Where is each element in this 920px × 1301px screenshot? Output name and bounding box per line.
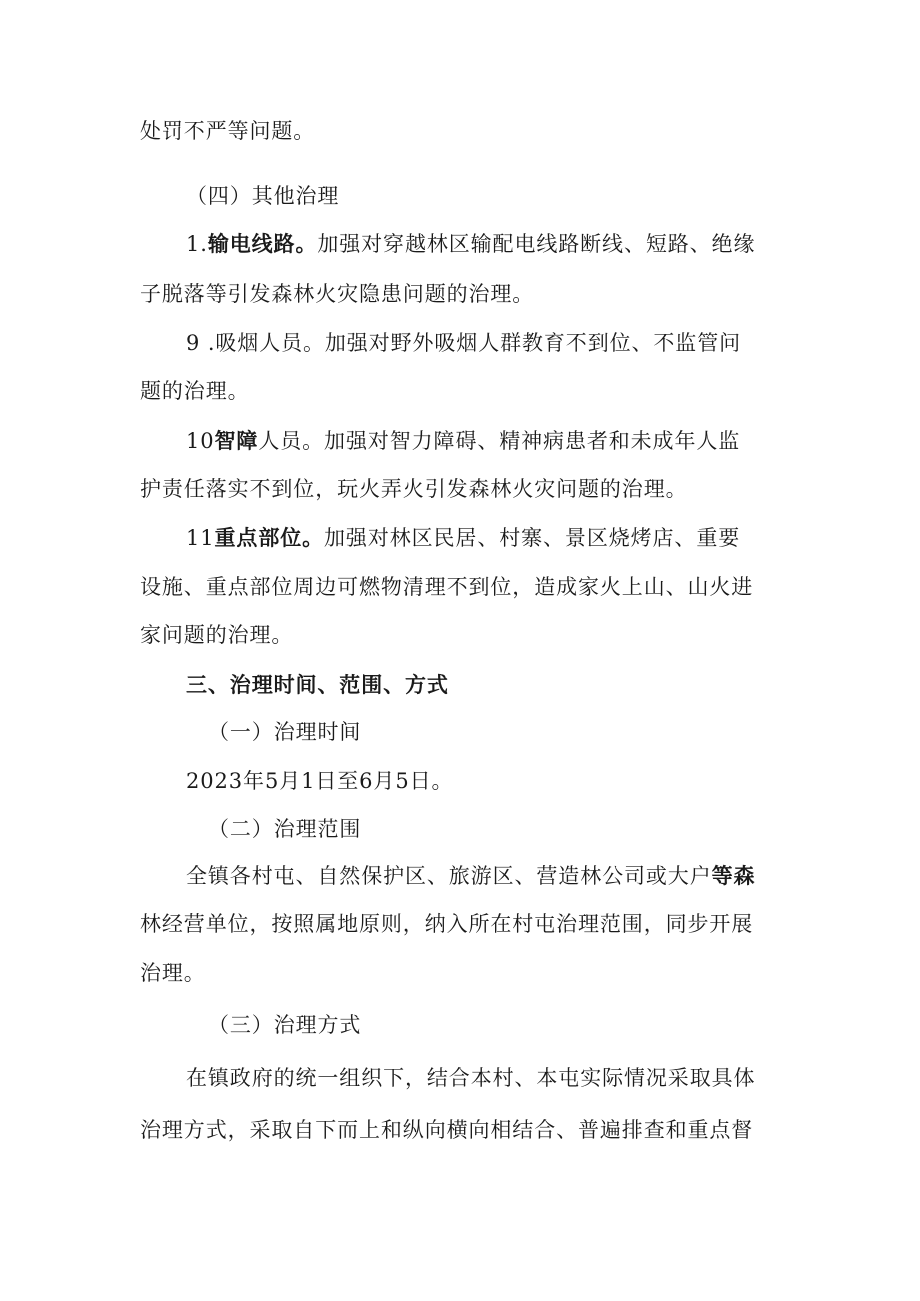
text-line: 子脱落等引发森林火灾隐患问题的治理。: [140, 282, 535, 306]
text-line: 林经营单位，按照属地原则，纳入所在村屯治理范围，同步开展: [140, 912, 754, 936]
text-line: [186, 528, 740, 549]
section-heading: 三、治理时间、范围、方式: [186, 673, 449, 697]
item-emphasis: 等森: [711, 864, 756, 888]
subsection-heading: （三）治理方式: [208, 1013, 362, 1037]
text-line: 2023年5月1日至6月5日。: [186, 769, 454, 793]
text-line: 治理方式，采取自下而上和纵向横向相结合、普遍排查和重点督: [140, 1118, 754, 1142]
text-line: 设施、重点部位周边可燃物清理不到位，造成家火上山、山火进: [140, 575, 754, 599]
item-title: 输电线路。: [207, 232, 318, 256]
text-line: 在镇政府的统一组织下，结合本村、本屯实际情况采取具体: [186, 1066, 756, 1090]
item-text: 加强对穿越林区输配电线路断线、短路、绝缘: [317, 232, 756, 256]
text-line: 题的治理。: [140, 379, 250, 403]
text-line: 9 .吸烟人员。加强对野外吸烟人群教育不到位、不监管问: [186, 331, 742, 355]
text-line: [186, 866, 755, 887]
subsection-heading: （二）治理范围: [208, 817, 362, 841]
text-line: 处罚不严等问题。: [140, 119, 316, 143]
subsection-heading: （一）治理时间: [208, 720, 362, 744]
item-text: 人员。加强对智力障碍、精神病患者和未成年人监: [258, 429, 741, 453]
item-number: 10: [186, 429, 215, 453]
section-heading: （四）其他治理: [186, 184, 340, 208]
item-number: 1.: [186, 232, 208, 256]
text-line: [186, 431, 740, 452]
item-title: 智障: [214, 429, 259, 453]
text-line: 治理。: [140, 961, 206, 985]
item-title: 重点部位。: [214, 526, 325, 550]
item-text: 加强对林区民居、村寨、景区烧烤店、重要: [324, 526, 741, 550]
item-text: 全镇各村屯、自然保护区、旅游区、营造林公司或大户: [186, 864, 712, 888]
text-line: 家问题的治理。: [140, 623, 294, 647]
text-line: [186, 234, 755, 255]
text-line: 护责任落实不到位，玩火弄火引发森林火灾问题的治理。: [140, 477, 688, 501]
item-number: 11: [186, 526, 215, 550]
